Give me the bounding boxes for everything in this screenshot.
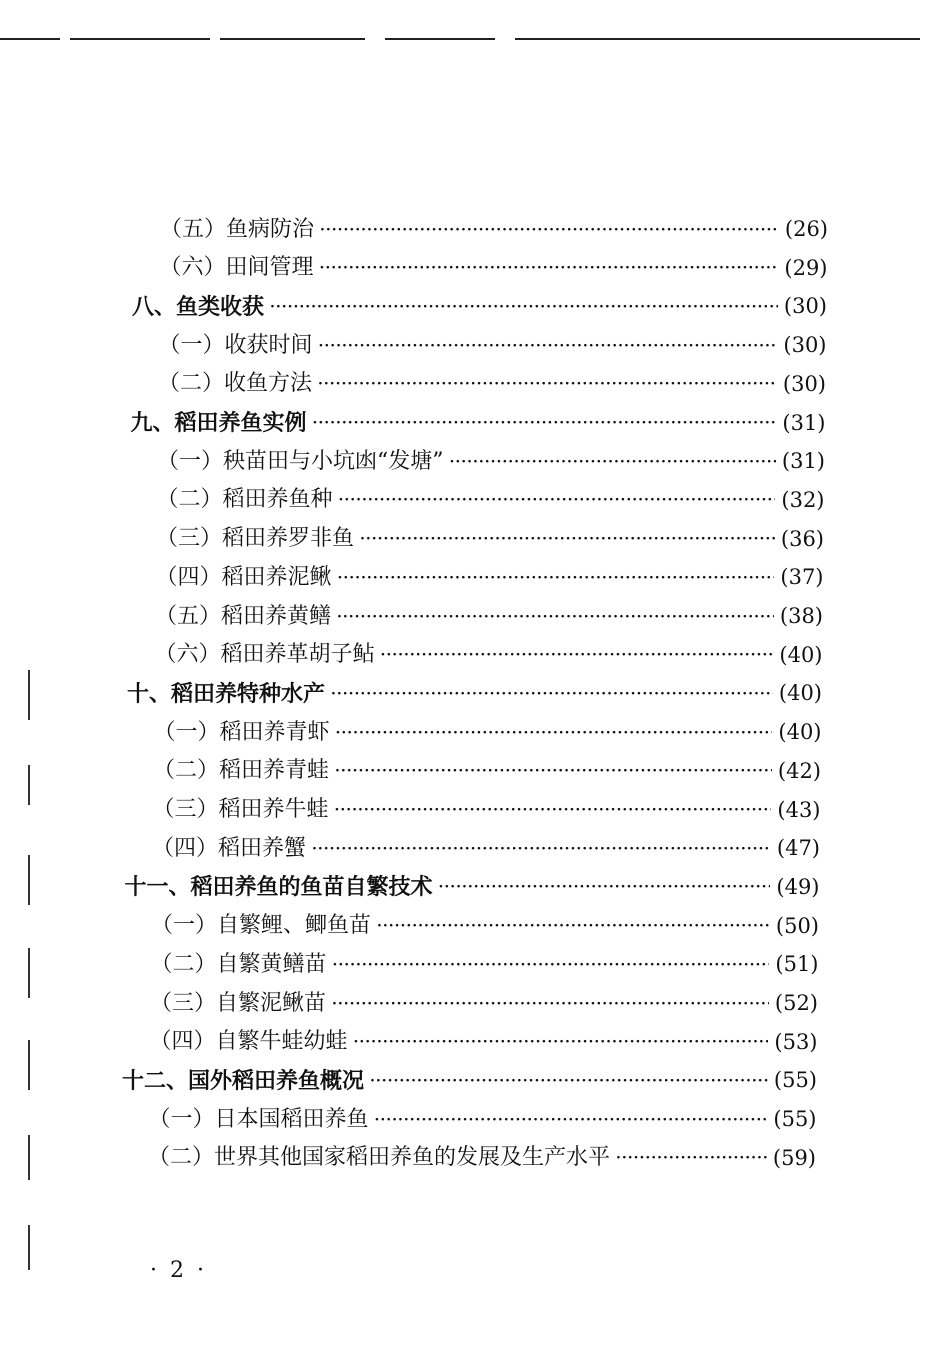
toc-entry-title: 八、鱼类收获 [132, 293, 265, 320]
toc-entry-page: (50) [775, 913, 819, 938]
toc-leader-dots [377, 919, 770, 933]
toc-entry-title: （三）自繁泥鳅苗 [150, 990, 327, 1016]
toc-entry-title: （一）日本国稻田养鱼 [148, 1106, 369, 1132]
toc-chapter-row [131, 404, 826, 443]
toc-entry-title: （六）稻田养革胡子鲇 [154, 642, 375, 668]
toc-leader-dots [439, 880, 771, 894]
scan-mark [28, 765, 30, 805]
toc-entry-page: (47) [776, 836, 820, 861]
toc-leader-dots [333, 958, 770, 972]
toc-section-row [157, 481, 825, 520]
toc-entry-page: (37) [780, 565, 824, 590]
toc-entry-title: （一）收获时间 [158, 332, 313, 358]
toc-entry-page: (30) [783, 294, 827, 319]
toc-entry-page: (29) [784, 255, 828, 280]
toc-entry-title: （一）稻田养青虾 [153, 719, 330, 745]
toc-section-row [156, 520, 824, 559]
toc-entry-title: （二）自繁黄鳝苗 [150, 951, 327, 977]
toc-leader-dots [375, 1113, 768, 1127]
toc-section-row [153, 791, 821, 830]
toc-entry-title: （二）稻田养鱼种 [156, 487, 333, 513]
scan-mark [28, 855, 30, 905]
toc-entry-title: （二）收鱼方法 [158, 371, 313, 397]
toc-leader-dots [332, 997, 769, 1011]
toc-entry-title: （四）稻田养泥鳅 [155, 564, 332, 590]
toc-entry-page: (59) [772, 1145, 816, 1170]
toc-entry-title: （一）自繁鲤、鲫鱼苗 [151, 913, 372, 939]
toc-section-row [158, 365, 826, 404]
toc-leader-dots [320, 223, 779, 237]
toc-section-row [156, 558, 824, 597]
toc-section-row [148, 1139, 816, 1178]
toc-section-row [159, 326, 827, 365]
toc-entry-page: (30) [783, 333, 827, 358]
toc-section-row [157, 442, 825, 481]
toc-leader-dots [318, 377, 777, 391]
toc-leader-dots [313, 416, 777, 430]
top-rule [220, 38, 365, 40]
toc-section-row [151, 945, 819, 984]
toc-section-row [150, 1023, 818, 1062]
scan-mark [28, 1135, 30, 1180]
toc-entry-page: (40) [778, 720, 822, 745]
toc-section-row [152, 829, 820, 868]
toc-leader-dots [339, 493, 776, 507]
toc-leader-dots [450, 455, 776, 469]
toc-section-row [149, 1100, 817, 1139]
toc-entry-title: （六）田间管理 [159, 255, 314, 281]
toc-entry-page: (31) [782, 410, 826, 435]
toc-entry-title: （二）稻田养青蛙 [153, 758, 330, 784]
toc-chapter-row [125, 868, 820, 907]
top-rule [0, 38, 60, 40]
toc-leader-dots [336, 726, 773, 740]
toc-entry-page: (43) [777, 797, 821, 822]
toc-entry-page: (31) [781, 449, 825, 474]
toc-entry-page: (53) [774, 1029, 818, 1054]
toc-entry-title: 十二、国外稻田养鱼概况 [122, 1067, 365, 1094]
toc-section-row [155, 636, 823, 675]
toc-entry-page: (49) [776, 874, 820, 899]
toc-leader-dots [320, 261, 779, 275]
page-number: · 2 · [150, 1258, 207, 1283]
toc-chapter-row [127, 674, 822, 713]
toc-section-row [150, 984, 818, 1023]
toc-section-row [153, 752, 821, 791]
toc-leader-dots [360, 532, 775, 546]
toc-entry-page: (36) [780, 526, 824, 551]
toc-section-row [155, 597, 823, 636]
toc-leader-dots [616, 1151, 767, 1165]
toc-entry-title: （五）稻田养黄鳝 [155, 603, 332, 629]
toc-entry-title: （四）自繁牛蛙幼蛙 [149, 1029, 348, 1055]
scan-mark [28, 670, 30, 720]
scan-mark [28, 948, 30, 998]
toc-entry-page: (26) [784, 217, 828, 241]
toc-section-row [154, 713, 822, 752]
toc-entry-title: 九、稻田养鱼实例 [130, 410, 307, 436]
toc-leader-dots [354, 1035, 769, 1049]
toc-entry-page: (55) [773, 1068, 817, 1093]
top-rule [385, 38, 495, 40]
toc-chapter-row [132, 287, 827, 326]
scan-mark [28, 1040, 30, 1090]
toc-entry-title: （二）世界其他国家稻田养鱼的发展及生产水平 [148, 1145, 611, 1171]
toc-leader-dots [338, 571, 775, 585]
toc-entry-title: （四）稻田养蟹 [152, 835, 307, 861]
toc-entry-page: (42) [777, 758, 821, 783]
toc-entry-page: (38) [779, 604, 823, 628]
top-rule [70, 38, 210, 40]
toc-entry-title: （三）稻田养罗非鱼 [156, 526, 355, 552]
toc-entry-page: (52) [774, 991, 818, 1015]
toc-entry-page: (30) [782, 371, 826, 396]
toc-section-row [160, 249, 828, 288]
toc-entry-page: (51) [775, 952, 819, 977]
toc-entry-page: (40) [778, 681, 822, 706]
toc-leader-dots [270, 300, 778, 314]
toc-section-row [160, 210, 828, 249]
toc-entry-title: （五）鱼病防治 [160, 216, 315, 242]
toc-chapter-row [122, 1061, 817, 1100]
toc-entry-page: (32) [781, 487, 825, 512]
toc-leader-dots [335, 803, 772, 817]
toc-entry-title: （三）稻田养牛蛙 [152, 797, 329, 822]
toc-leader-dots [337, 610, 774, 624]
toc-entry-title: （一）秧苗田与小坑凼“发塘” [157, 448, 444, 474]
toc-leader-dots [370, 1074, 768, 1088]
toc-leader-dots [319, 339, 778, 353]
toc-entry-title: 十、稻田养特种水产 [127, 680, 326, 707]
toc-leader-dots [381, 648, 774, 662]
top-rule [515, 38, 920, 40]
toc-section-row [151, 907, 819, 946]
toc-entry-page: (40) [779, 642, 823, 667]
scan-mark [28, 1225, 30, 1270]
toc-entry-title: 十一、稻田养鱼的鱼苗自繁技术 [124, 874, 433, 901]
toc-leader-dots [312, 842, 771, 856]
toc-leader-dots [335, 764, 772, 778]
toc-leader-dots [331, 687, 773, 701]
toc-entry-page: (55) [773, 1107, 817, 1132]
